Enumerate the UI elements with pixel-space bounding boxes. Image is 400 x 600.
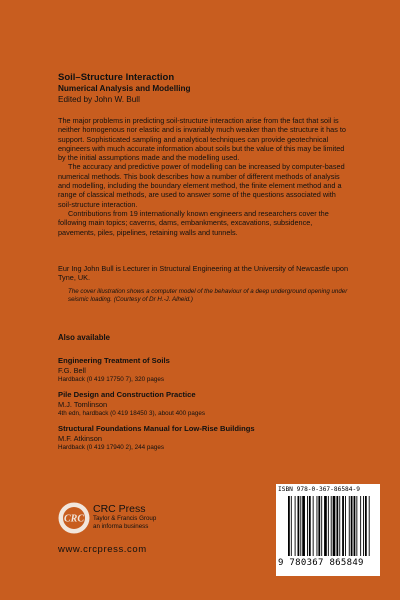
related-book-details: Hardback (0 419 17940 2), 244 pages [58, 444, 165, 451]
isbn-label: ISBN 978-0-367-86584-9 [278, 486, 360, 493]
publisher-website[interactable]: www.crcpress.com [58, 544, 147, 555]
cover-note: The cover illustration shows a computer model of the behaviour of a deep underground opening under seismic loading. (Courtesy of Dr H.-J. Alheid.) [68, 288, 348, 303]
blurb-paragraph-3: Contributions from 19 internationally known engineers and researchers cover the following main topics; caverns, dams, embankments, excavations, subsidence, pavements, piles, pipelines, retaining walls and tunnels. [58, 208, 329, 237]
related-book-details: 4th edn, hardback (0 419 18450 3), about 400 pages [58, 410, 206, 417]
publisher-sub: an informa business [93, 522, 149, 530]
also-available-heading: Also available [58, 333, 111, 342]
related-book-author: M.J. Tomlinson [58, 400, 108, 409]
crc-logo-icon [58, 502, 90, 534]
related-book-author: F.G. Bell [58, 366, 86, 375]
related-book-title: Engineering Treatment of Soils [58, 356, 170, 365]
publisher-name: CRC Press [93, 503, 146, 515]
publisher-block [93, 503, 156, 530]
related-book-title: Pile Design and Construction Practice [58, 390, 196, 399]
related-book [58, 424, 358, 452]
isbn-barcode-box [276, 484, 380, 576]
related-book-author: M.F. Atkinson [58, 434, 102, 443]
crc-logo-text: CRC [63, 513, 85, 525]
related-book-details: Hardback (0 419 17750 7), 320 pages [58, 376, 165, 383]
related-book [58, 390, 358, 418]
barcode-icon [288, 496, 372, 556]
ean-number: 9 780367 865849 [278, 558, 364, 568]
related-book [58, 356, 358, 384]
book-editor: Edited by John W. Bull [58, 95, 140, 104]
book-title: Soil–Structure Interaction [58, 72, 175, 83]
blurb [58, 116, 350, 237]
related-book-title: Structural Foundations Manual for Low-Rise Buildings [58, 424, 255, 433]
book-subtitle: Numerical Analysis and Modelling [58, 84, 191, 93]
author-note: Eur Ing John Bull is Lecturer in Structural Engineering at the University of Newcastle upon Tyne, UK. [58, 264, 348, 283]
book-header [58, 72, 358, 105]
publisher-group: Taylor & Francis Group [93, 515, 157, 522]
blurb-paragraph-2: The accuracy and predictive power of modelling can be increased by computer-based numerical methods. This book describes how a number of different methods of analysis and modelling, including the boundary element method, the finite element method and a range of classical methods, are used to answer some of the questions associated with soil-structure interaction. [58, 162, 345, 209]
blurb-paragraph-1: The major problems in predicting soil-structure interaction arise from the fact that soil is neither homogenous nor elastic and is invariably much weaker than the structure it has to support. Sophisticated sampling and analytical techniques can provide geotechnical engineers with much accurate information about soils but the value of this may be limited by the initial assumptions made and the modelling used. [58, 116, 346, 163]
